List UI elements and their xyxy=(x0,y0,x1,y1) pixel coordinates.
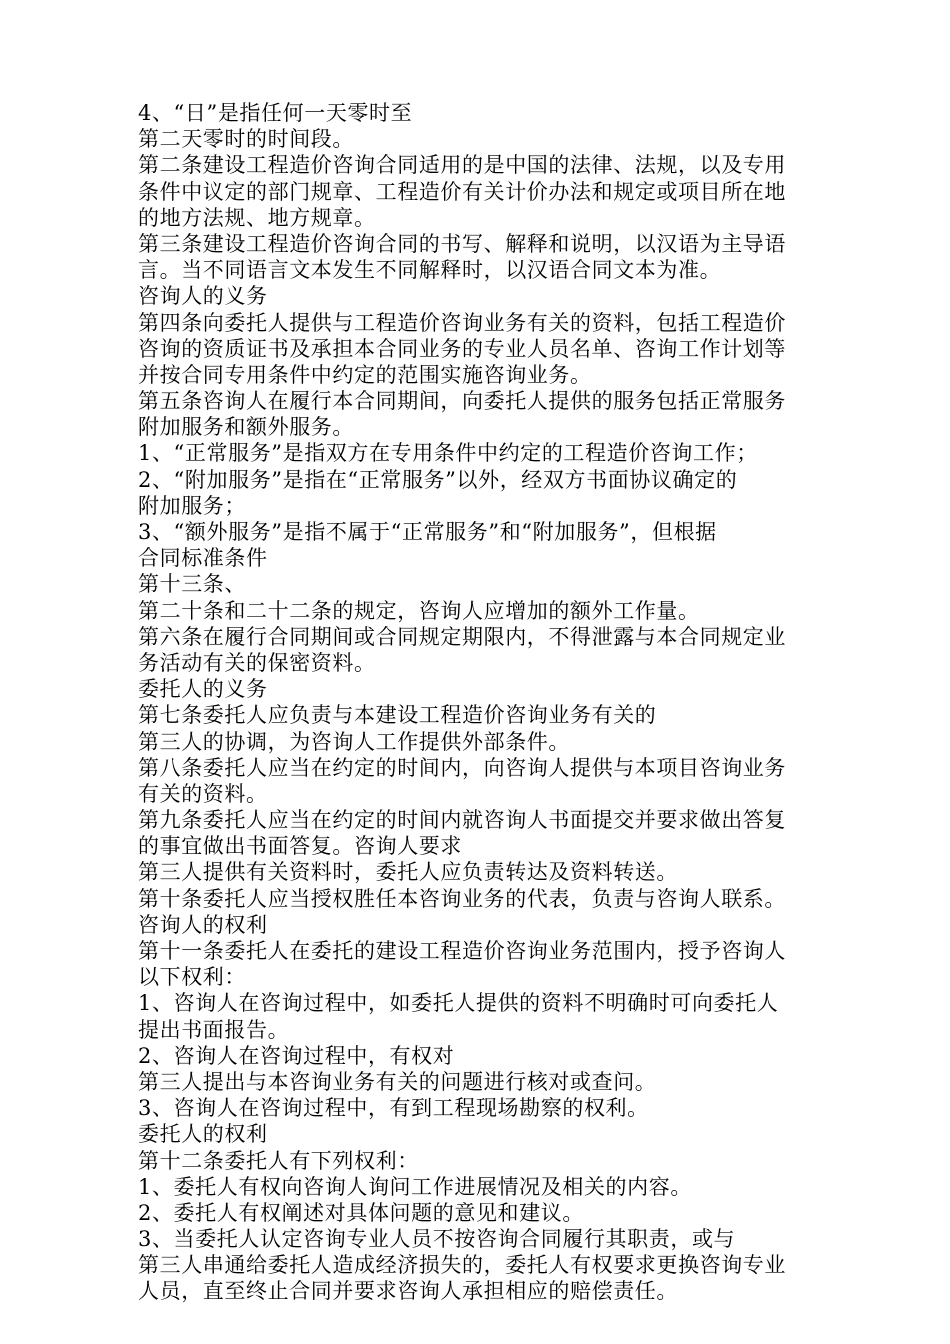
text-line: 咨询的资质证书及承担本合同业务的专业人员名单、咨询工作计划等 xyxy=(138,336,786,361)
text-line: 第三人提出与本咨询业务有关的问题进行核对或查问。 xyxy=(138,1069,657,1094)
section-heading: 委托人的权利 xyxy=(138,1122,268,1147)
text-line: 第十二条委托人有下列权利： xyxy=(138,1148,419,1173)
text-line: 第十一条委托人在委托的建设工程造价咨询业务范围内，授予咨询人 xyxy=(138,939,786,963)
text-line: 第十三条、 xyxy=(138,572,246,597)
text-line: 的事宜做出书面答复。咨询人要求 xyxy=(138,834,462,859)
text-line: 2、“附加服务”是指在“正常服务”以外，经双方书面协议确定的 xyxy=(138,467,738,492)
text-line: 以下权利： xyxy=(138,965,246,990)
text-line: 第二条建设工程造价咨询合同适用的是中国的法律、法规，以及专用 xyxy=(138,153,786,178)
text-line: 4、“日”是指任何一天零时至 xyxy=(138,101,413,125)
text-line: 第九条委托人应当在约定的时间内就咨询人书面提交并要求做出答复 xyxy=(138,808,786,833)
document-body xyxy=(138,100,818,1305)
text-line: 1、委托人有权向咨询人询问工作进展情况及相关的内容。 xyxy=(138,1174,692,1199)
text-line: 3、当委托人认定咨询专业人员不按咨询合同履行其职责，或与 xyxy=(138,1227,736,1252)
text-line: 附加服务； xyxy=(138,493,246,518)
text-line: 条件中议定的部门规章、工程造价有关计价办法和规定或项目所在地 xyxy=(138,179,786,204)
text-line: 1、咨询人在咨询过程中，如委托人提供的资料不明确时可向委托人 xyxy=(138,991,779,1016)
text-line: 第五条咨询人在履行本合同期间，向委托人提供的服务包括正常服务 xyxy=(138,389,786,414)
text-line: 3、咨询人在咨询过程中，有到工程现场勘察的权利。 xyxy=(138,1096,649,1121)
text-line: 务活动有关的保密资料。 xyxy=(138,650,376,675)
text-line: 第十条委托人应当授权胜任本咨询业务的代表，负责与咨询人联系。 xyxy=(138,886,786,911)
text-line: 第二十条和二十二条的规定，咨询人应增加的额外工作量。 xyxy=(138,598,700,623)
text-line: 有关的资料。 xyxy=(138,781,268,806)
section-heading: 咨询人的权利 xyxy=(138,912,268,937)
text-line: 并按合同专用条件中约定的范围实施咨询业务。 xyxy=(138,362,592,387)
text-line: 3、“额外服务”是指不属于“正常服务”和“附加服务”，但根据 xyxy=(138,520,717,544)
text-line: 言。当不同语言文本发生不同解释时，以汉语合同文本为准。 xyxy=(138,258,722,283)
text-line: 第四条向委托人提供与工程造价咨询业务有关的资料，包括工程造价 xyxy=(138,310,786,335)
text-line: 2、委托人有权阐述对具体问题的意见和建议。 xyxy=(138,1200,584,1225)
text-line: 第八条委托人应当在约定的时间内，向咨询人提供与本项目咨询业务 xyxy=(138,755,786,780)
text-line: 2、咨询人在咨询过程中，有权对 xyxy=(138,1043,455,1068)
text-line: 的地方法规、地方规章。 xyxy=(138,205,376,230)
text-line: 附加服务和额外服务。 xyxy=(138,415,354,440)
text-line: 第七条委托人应负责与本建设工程造价咨询业务有关的 xyxy=(138,703,657,728)
section-heading: 委托人的义务 xyxy=(138,677,268,702)
text-line: 第三条建设工程造价咨询合同的书写、解释和说明，以汉语为主导语 xyxy=(138,231,786,256)
text-line: 第三人串通给委托人造成经济损失的，委托人有权要求更换咨询专业 xyxy=(138,1253,786,1278)
text-line: 人员，直至终止合同并要求咨询人承担相应的赔偿责任。 xyxy=(138,1279,678,1304)
text-line: 第六条在履行合同期间或合同规定期限内，不得泄露与本合同规定业 xyxy=(138,624,786,649)
text-line: 1、“正常服务”是指双方在专用条件中约定的工程造价咨询工作； xyxy=(138,441,758,466)
text-line: 提出书面报告。 xyxy=(138,1017,290,1042)
text-line: 第三人的协调，为咨询人工作提供外部条件。 xyxy=(138,729,570,754)
section-heading: 咨询人的义务 xyxy=(138,284,268,309)
text-line: 第二天零时的时间段。 xyxy=(138,127,354,152)
text-line: 合同标准条件 xyxy=(138,546,268,571)
text-line: 第三人提供有关资料时，委托人应负责转达及资料转送。 xyxy=(138,860,678,885)
